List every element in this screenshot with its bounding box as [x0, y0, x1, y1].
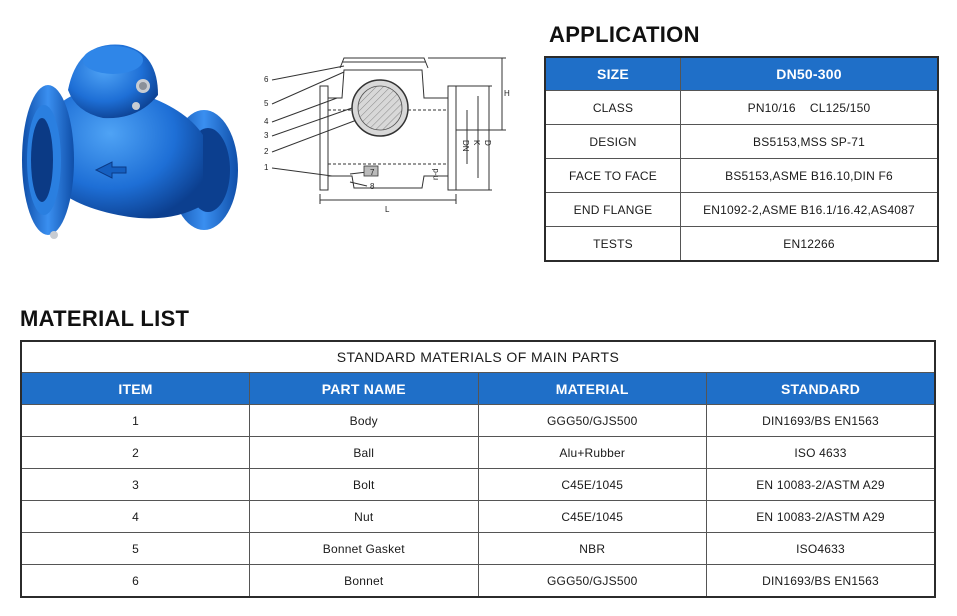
cell-standard: EN 10083-2/ASTM A29	[707, 469, 936, 501]
dim-k: K	[472, 140, 481, 146]
application-row	[545, 227, 938, 262]
material-table	[20, 340, 936, 598]
dim-nd: n-d	[431, 168, 440, 180]
cell-item: 1	[21, 405, 250, 437]
cell-part-name: Bolt	[250, 469, 479, 501]
cell-standard: ISO 4633	[707, 437, 936, 469]
material-list-title: MATERIAL LIST	[20, 306, 190, 331]
valve-product-image	[8, 20, 248, 250]
application-row	[545, 125, 938, 159]
table-row	[21, 533, 935, 565]
application-value: PN10/16 CL125/150	[681, 91, 939, 125]
cell-item: 4	[21, 501, 250, 533]
application-header-key: SIZE	[545, 57, 681, 91]
cell-material: NBR	[478, 533, 707, 565]
application-header-row	[545, 57, 938, 91]
table-row	[21, 469, 935, 501]
application-row	[545, 193, 938, 227]
material-header-row	[21, 373, 935, 405]
cell-standard: EN 10083-2/ASTM A29	[707, 501, 936, 533]
dim-l: L	[385, 205, 390, 214]
cell-part-name: Body	[250, 405, 479, 437]
cell-material: GGG50/GJS500	[478, 565, 707, 598]
application-value: EN1092-2,ASME B16.1/16.42,AS4087	[681, 193, 939, 227]
callout-5: 5	[264, 99, 269, 108]
application-row	[545, 91, 938, 125]
callout-3: 3	[264, 131, 269, 140]
cell-part-name: Ball	[250, 437, 479, 469]
material-caption-row	[21, 341, 935, 373]
cell-item: 6	[21, 565, 250, 598]
cell-material: Alu+Rubber	[478, 437, 707, 469]
cell-material: C45E/1045	[478, 469, 707, 501]
callout-6: 6	[264, 75, 269, 84]
cell-material: GGG50/GJS500	[478, 405, 707, 437]
application-header-value: DN50-300	[681, 57, 939, 91]
application-key: TESTS	[545, 227, 681, 262]
application-row	[545, 159, 938, 193]
table-row	[21, 501, 935, 533]
cell-part-name: Bonnet Gasket	[250, 533, 479, 565]
cell-material: C45E/1045	[478, 501, 707, 533]
cell-standard: DIN1693/BS EN1563	[707, 405, 936, 437]
cell-item: 2	[21, 437, 250, 469]
callout-8: 8	[370, 182, 375, 191]
material-caption: STANDARD MATERIALS OF MAIN PARTS	[21, 341, 935, 373]
application-table	[544, 56, 939, 262]
column-header-part-name: PART NAME	[250, 373, 479, 405]
column-header-standard: STANDARD	[707, 373, 936, 405]
dim-d: D	[483, 140, 492, 146]
valve-section-drawing	[252, 48, 522, 218]
callout-7: 7	[370, 168, 375, 177]
callout-2: 2	[264, 147, 269, 156]
column-header-item: ITEM	[21, 373, 250, 405]
application-value: EN12266	[681, 227, 939, 262]
dim-dn: DN	[461, 140, 470, 152]
application-key: FACE TO FACE	[545, 159, 681, 193]
application-value: BS5153,MSS SP-71	[681, 125, 939, 159]
application-value: BS5153,ASME B16.10,DIN F6	[681, 159, 939, 193]
table-row	[21, 565, 935, 598]
callout-1: 1	[264, 163, 269, 172]
table-row	[21, 437, 935, 469]
cell-item: 5	[21, 533, 250, 565]
cell-part-name: Bonnet	[250, 565, 479, 598]
cell-part-name: Nut	[250, 501, 479, 533]
application-key: END FLANGE	[545, 193, 681, 227]
callout-4: 4	[264, 117, 269, 126]
table-row	[21, 405, 935, 437]
application-title: APPLICATION	[549, 22, 700, 47]
dim-h: H	[504, 89, 510, 98]
application-key: CLASS	[545, 91, 681, 125]
cell-standard: ISO4633	[707, 533, 936, 565]
column-header-material: MATERIAL	[478, 373, 707, 405]
cell-standard: DIN1693/BS EN1563	[707, 565, 936, 598]
cell-item: 3	[21, 469, 250, 501]
application-key: DESIGN	[545, 125, 681, 159]
